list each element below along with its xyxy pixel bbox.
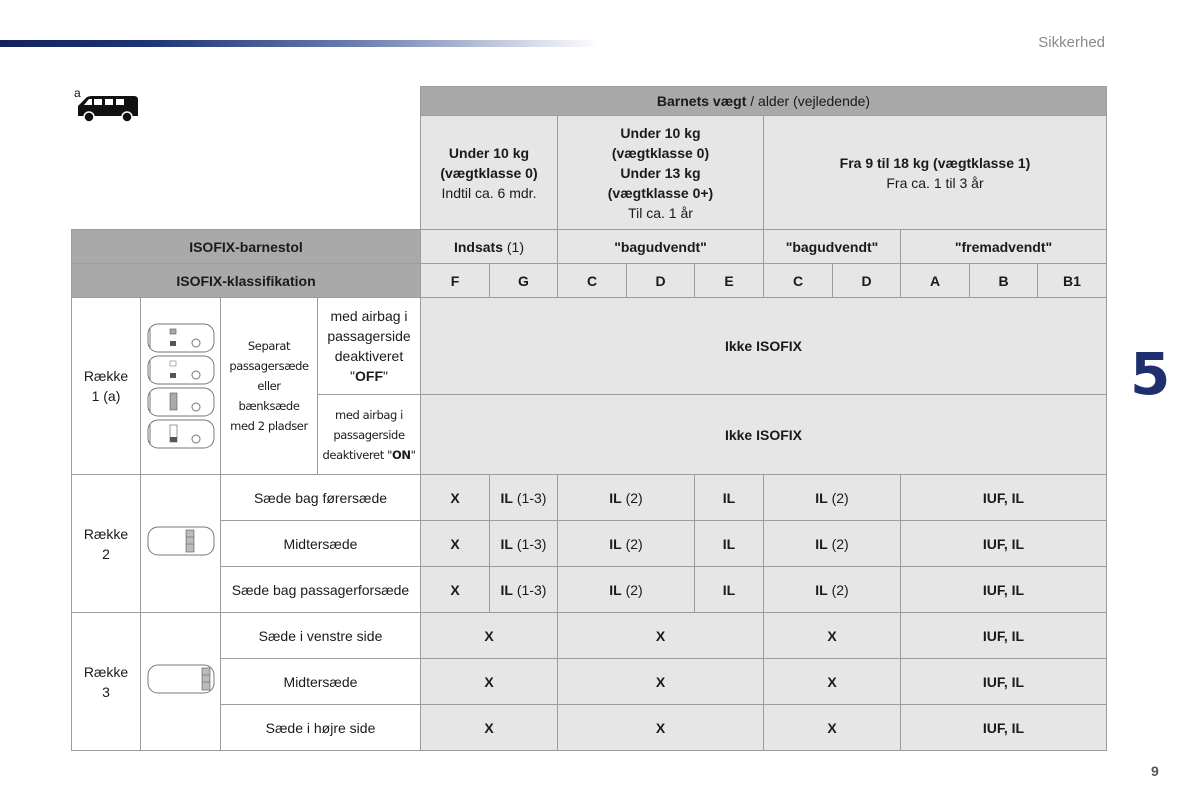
chapter-number: 5 [1130,340,1171,408]
weight-group-0plus [558,116,764,230]
row3-label-line: 3 [102,683,110,700]
page-number: 9 [1151,763,1159,779]
cell-iuf-il: IUF, IL [901,475,1107,521]
cell-il [764,567,901,613]
car-seat-diagram-icon [146,354,216,386]
cell-x: X [421,659,558,705]
isofix-seat-forward: "fremadvendt" [901,230,1107,264]
cell-iuf-il: IUF, IL [901,613,1107,659]
group1-line: Under 10 kg [620,124,701,141]
cell-iuf-il: IUF, IL [901,567,1107,613]
group1-age: Til ca. 1 år [628,204,693,221]
empty-corner-2 [72,116,421,230]
airbag-on-end: " [410,447,416,462]
group2-age: Fra ca. 1 til 3 år [886,174,984,191]
seat-desc-line: bænksæde [238,399,300,413]
row2-label-line: 2 [102,545,110,562]
cell-il [558,475,695,521]
row2-label-line: Række [83,525,129,542]
cell-il-bold: IL [500,535,513,552]
car-seat-diagram-icon [146,418,216,450]
seat-name: Sæde bag passagerforsæde [221,567,421,613]
cell-x: X [558,705,764,751]
car-row2-diagram-icon [146,525,216,557]
cell-il-note: (2) [827,535,849,552]
airbag-off-bold: OFF [355,368,383,384]
weight-age-header [421,87,1107,116]
weight-group-1 [764,116,1107,230]
seat-desc-line: med 2 pladser [230,419,308,433]
isofix-seat-label: ISOFIX-barnestol [72,230,421,264]
airbag-off-text: med airbag i passagerside deaktiveret " [327,308,411,384]
cell-il-note: (2) [621,535,643,552]
class-cell: F [421,264,490,298]
class-cell: D [627,264,695,298]
weight-group-0 [421,116,558,230]
cell-il-bold: IL [500,581,513,598]
class-cell: G [490,264,558,298]
class-cell: C [558,264,627,298]
cell-il-bold: IL [815,489,828,506]
cell-il-note: (1-3) [513,535,547,552]
group2-line: Fra 9 til 18 kg (vægtklasse 1) [839,154,1031,171]
cell-x: X [421,567,490,613]
row3-label-line: Række [83,663,129,680]
empty-corner [72,87,421,116]
cell-il-bold: IL [815,535,828,552]
isofix-seat-rearward: "bagudvendt" [558,230,764,264]
class-cell: B [970,264,1038,298]
cell-x: X [764,659,901,705]
cell-il: IL [695,521,764,567]
seat-name: Sæde bag førersæde [221,475,421,521]
cell-x: X [421,521,490,567]
cell-x: X [764,613,901,659]
cell-il [558,567,695,613]
cell-il-bold: IL [500,489,513,506]
car-seat-diagram-icon [146,322,216,354]
row1-label-line: 1 (a) [91,388,121,404]
group0-line: (vægtklasse 0) [440,164,538,181]
seat-name: Midtersæde [221,521,421,567]
airbag-on-condition [318,395,421,475]
cell-il-note: (2) [827,489,849,506]
group1-line: (vægtklasse 0+) [607,184,714,201]
group1-line: (vægtklasse 0) [611,144,710,161]
row3-seat-diagram [141,613,221,751]
row3-label [72,613,141,751]
cell-bold: Indsats [453,238,503,255]
row2-label [72,475,141,613]
row1-seat-diagrams [141,298,221,475]
car-seat-diagram-icon [146,386,216,418]
class-cell: B1 [1038,264,1107,298]
cell-x: X [764,705,901,751]
isofix-class-label: ISOFIX-klassifikation [72,264,421,298]
cell-x: X [558,613,764,659]
vehicle-label: a [74,86,81,100]
seat-name: Sæde i højre side [221,705,421,751]
header-accent-bar [0,40,600,47]
cell-il-note: (1-3) [513,581,547,598]
cell-il-note: (2) [621,489,643,506]
car-row3-diagram-icon [146,663,216,695]
row1-on-value: Ikke ISOFIX [421,395,1107,475]
cell-il [764,475,901,521]
row1-label-line: Række [83,368,129,384]
airbag-off-end: " [383,368,388,384]
cell-il: IL [695,567,764,613]
cell-il-bold: IL [815,581,828,598]
cell-iuf-il: IUF, IL [901,659,1107,705]
seat-name: Midtersæde [221,659,421,705]
cell-normal: (1) [503,238,524,255]
isofix-table [71,86,1107,751]
cell-il [558,521,695,567]
group0-age: Indtil ca. 6 mdr. [441,184,537,201]
cell-il-bold: IL [609,489,622,506]
seat-desc-line: Separat [247,339,291,353]
cell-x: X [421,475,490,521]
row2-seat-diagram [141,475,221,613]
row1-label [72,298,141,475]
cell-il-bold: IL [609,581,622,598]
seat-desc-line: passagersæde [229,359,309,373]
row1-off-value: Ikke ISOFIX [421,298,1107,395]
cell-il [490,521,558,567]
cell-x: X [558,659,764,705]
cell-x: X [421,613,558,659]
cell-il [764,521,901,567]
cell-il-bold: IL [609,535,622,552]
cell-x: X [421,705,558,751]
isofix-seat-rearward-2: "bagudvendt" [764,230,901,264]
weight-header-rest: / alder (vejledende) [746,93,871,109]
cell-il-note: (2) [621,581,643,598]
cell-il-note: (2) [827,581,849,598]
airbag-off-condition [318,298,421,395]
airbag-on-bold: ON [391,447,411,462]
cell-iuf-il: IUF, IL [901,705,1107,751]
class-cell: A [901,264,970,298]
weight-header-bold: Barnets vægt [656,93,747,109]
cell-il: IL [695,475,764,521]
group1-line: Under 13 kg [620,164,701,181]
isofix-seat-insert [421,230,558,264]
section-title: Sikkerhed [1038,34,1105,51]
seat-desc-line: eller [257,379,281,393]
cell-iuf-il: IUF, IL [901,521,1107,567]
airbag-on-text: med airbag i passagerside deaktiveret " [322,407,405,462]
row1-seat-description [221,298,318,475]
class-cell: E [695,264,764,298]
class-cell: C [764,264,833,298]
seat-name: Sæde i venstre side [221,613,421,659]
group0-line: Under 10 kg [448,144,530,161]
cell-il [490,475,558,521]
cell-il [490,567,558,613]
cell-il-note: (1-3) [513,489,547,506]
class-cell: D [833,264,901,298]
